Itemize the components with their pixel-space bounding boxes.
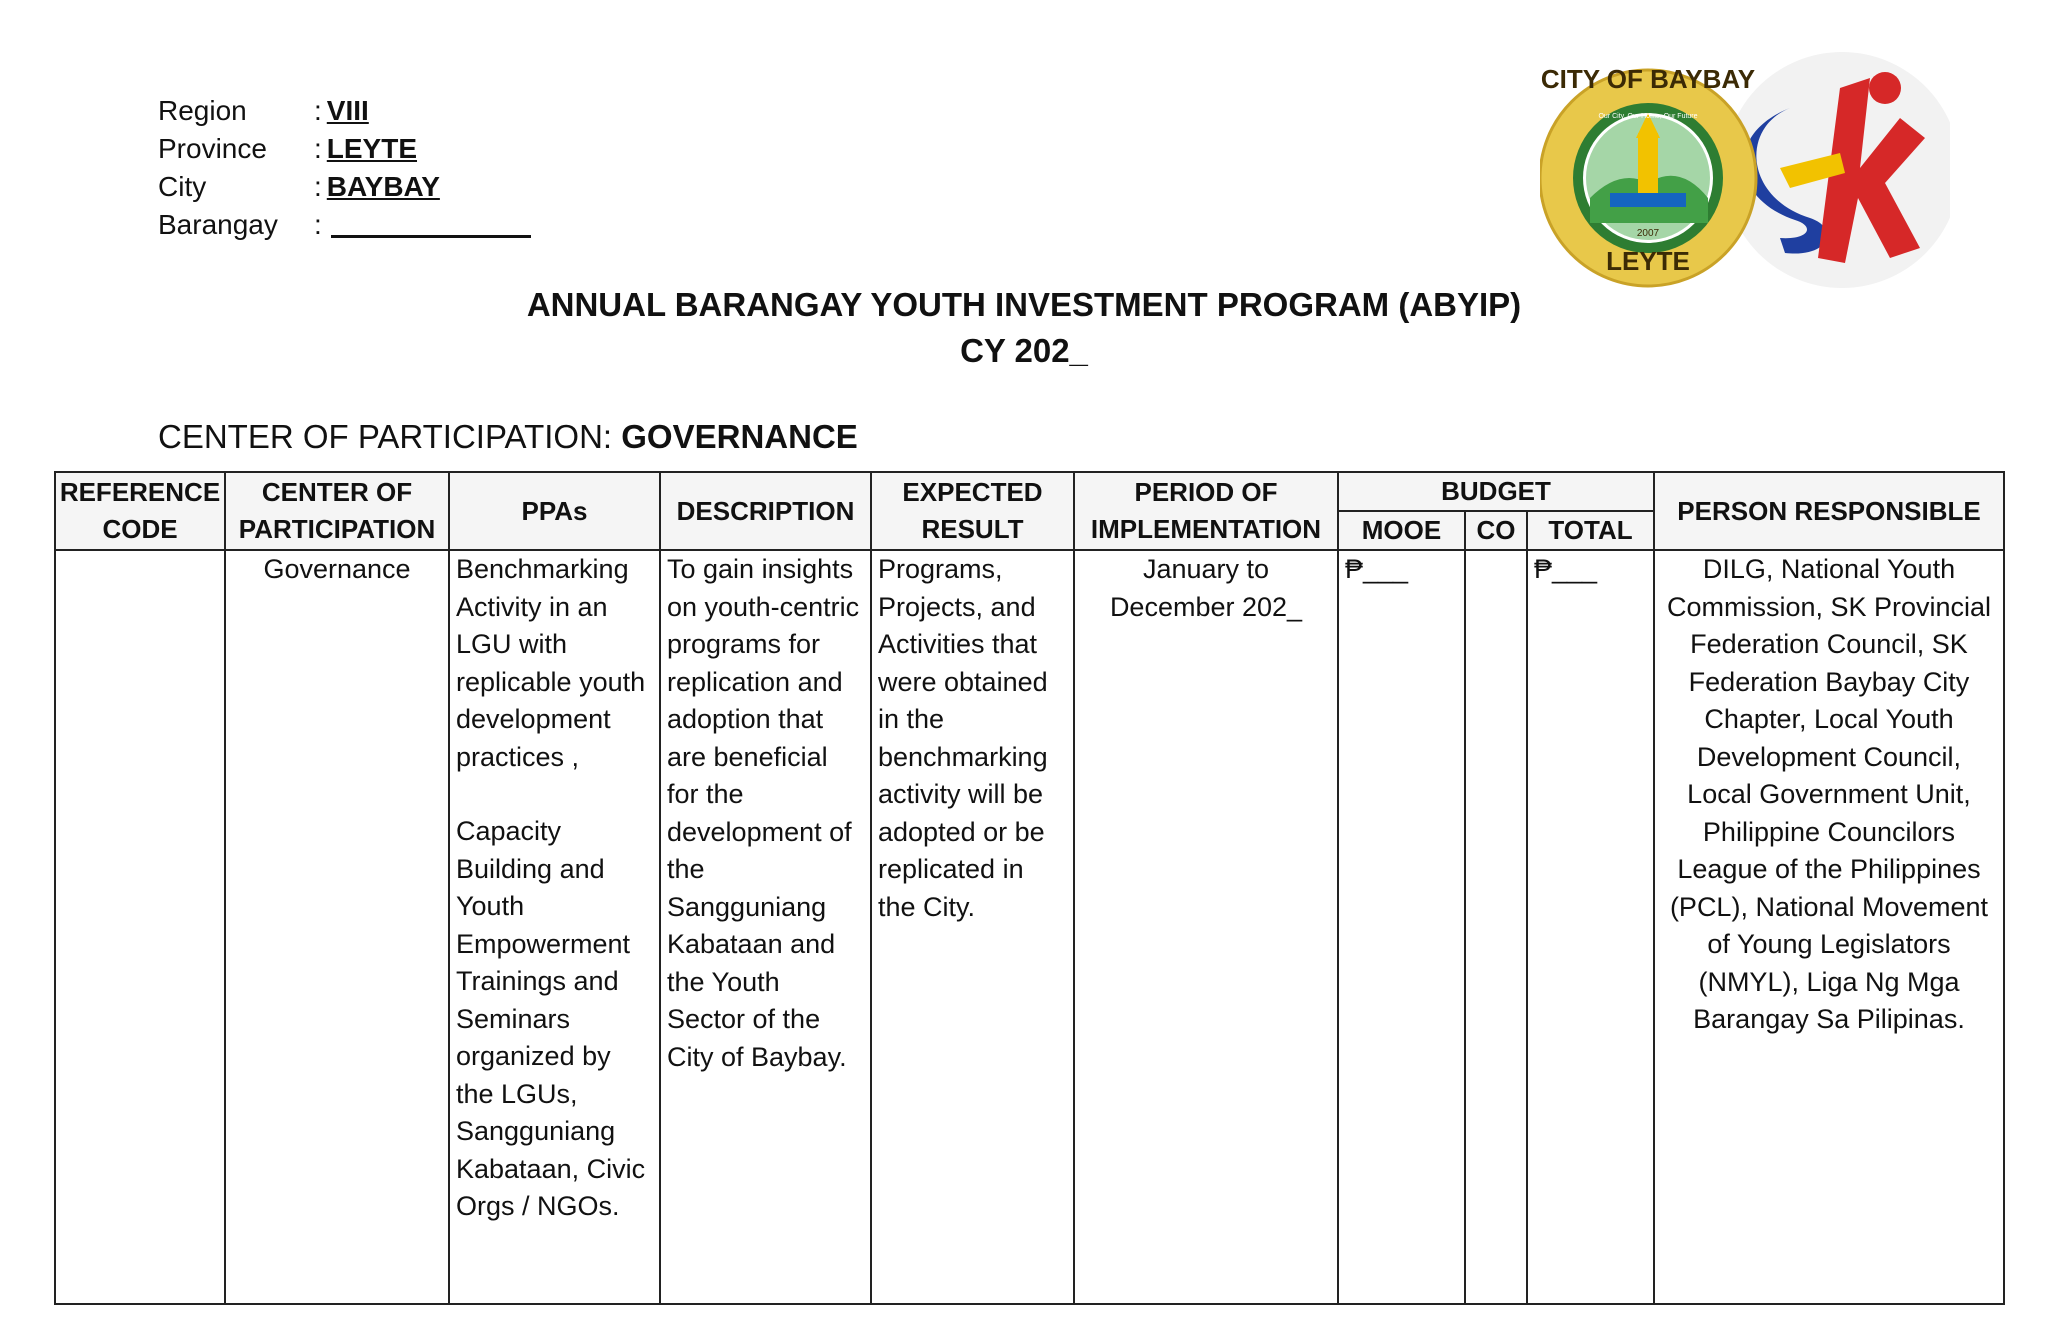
barangay-blank-line xyxy=(331,211,531,238)
ppas-item-2: Capacity Building and Youth Empowerment Trainings and Seminars organized by the LGUs, Sangguniang Kabataan, Civic Orgs / NGOs. xyxy=(456,816,646,1221)
cell-mooe: ₱___ xyxy=(1338,550,1465,1304)
header-person-responsible: PERSON RESPONSIBLE xyxy=(1654,472,2004,550)
province-label: Province xyxy=(158,133,267,164)
header-row-1 xyxy=(55,472,2004,511)
header-budget: BUDGET xyxy=(1338,472,1654,511)
header-description: DESCRIPTION xyxy=(660,472,871,550)
document-title xyxy=(0,282,2048,374)
city-seal-year: 2007 xyxy=(1636,228,1660,239)
region-label: Region xyxy=(158,95,247,126)
header-co: CO xyxy=(1465,511,1527,550)
province-value: LEYTE xyxy=(326,133,418,164)
city-colon: : xyxy=(314,171,322,202)
region-value: VIII xyxy=(326,95,369,126)
header-expected-result: EXPECTED RESULT xyxy=(871,472,1074,550)
city-seal-bottom-text: LEYTE xyxy=(1606,246,1690,276)
cell-center: Governance xyxy=(225,550,449,1304)
barangay-label: Barangay xyxy=(158,209,278,240)
title-line-2: CY 202_ xyxy=(960,332,1088,369)
barangay-row xyxy=(158,206,531,244)
sk-logo-text: SK xyxy=(1833,275,1851,289)
location-info xyxy=(158,92,531,244)
cell-co xyxy=(1465,550,1527,1304)
region-row xyxy=(158,92,531,130)
logos-graphic xyxy=(1540,48,1950,298)
city-value: BAYBAY xyxy=(326,171,440,202)
header-period: PERIOD OF IMPLEMENTATION xyxy=(1074,472,1338,550)
header-center-of-participation: CENTER OF PARTICIPATION xyxy=(225,472,449,550)
province-row xyxy=(158,130,531,168)
sk-logo xyxy=(1724,52,1950,289)
cop-value: GOVERNANCE xyxy=(621,418,858,455)
cell-expected-result: Programs, Projects, and Activities that were obtained in the benchmarking activity will be adopted or be replicated in the City. xyxy=(871,550,1074,1304)
cell-period: January to December 202_ xyxy=(1074,550,1338,1304)
cell-person-responsible: DILG, National Youth Commission, SK Provincial Federation Council, SK Federation Baybay City Chapter, Local Youth Development Council, Local Government Unit, Philippine Councilors League of the Philippines (PCL), National Movement of Young Legislators (NMYL), Liga Ng Mga Barangay Sa Pilipinas. xyxy=(1654,550,2004,1304)
cell-total: ₱___ xyxy=(1527,550,1654,1304)
cell-description: To gain insights on youth-centric programs for replication and adoption that are beneficial for the development of the Sangguniang Kabataan and the Youth Sector of the City of Baybay. xyxy=(660,550,871,1304)
ppas-item-1: Benchmarking Activity in an LGU with replicable youth development practices , xyxy=(456,554,646,772)
city-seal-motto: Our City, Our Home, Our Future xyxy=(1598,113,1698,120)
title-line-1: ANNUAL BARANGAY YOUTH INVESTMENT PROGRAM (ABYIP) xyxy=(526,286,1522,323)
region-colon: : xyxy=(314,95,322,126)
city-seal-icon xyxy=(1540,64,1756,286)
cell-ppas xyxy=(449,550,660,1304)
table-row xyxy=(55,550,2004,1304)
logos xyxy=(1540,48,1950,298)
header-reference-code: REFERENCE CODE xyxy=(55,472,225,550)
city-label: City xyxy=(158,171,207,202)
abyip-table xyxy=(54,471,2005,1305)
header-mooe: MOOE xyxy=(1338,511,1465,550)
cop-label: CENTER OF PARTICIPATION: xyxy=(158,418,613,455)
city-row xyxy=(158,168,531,206)
cell-reference-code xyxy=(55,550,225,1304)
center-of-participation-heading xyxy=(158,418,858,456)
province-colon: : xyxy=(314,133,322,164)
city-seal-top-text: CITY OF BAYBAY xyxy=(1540,64,1756,94)
barangay-colon: : xyxy=(314,209,322,240)
header-ppas: PPAs xyxy=(449,472,660,550)
header-total: TOTAL xyxy=(1527,511,1654,550)
